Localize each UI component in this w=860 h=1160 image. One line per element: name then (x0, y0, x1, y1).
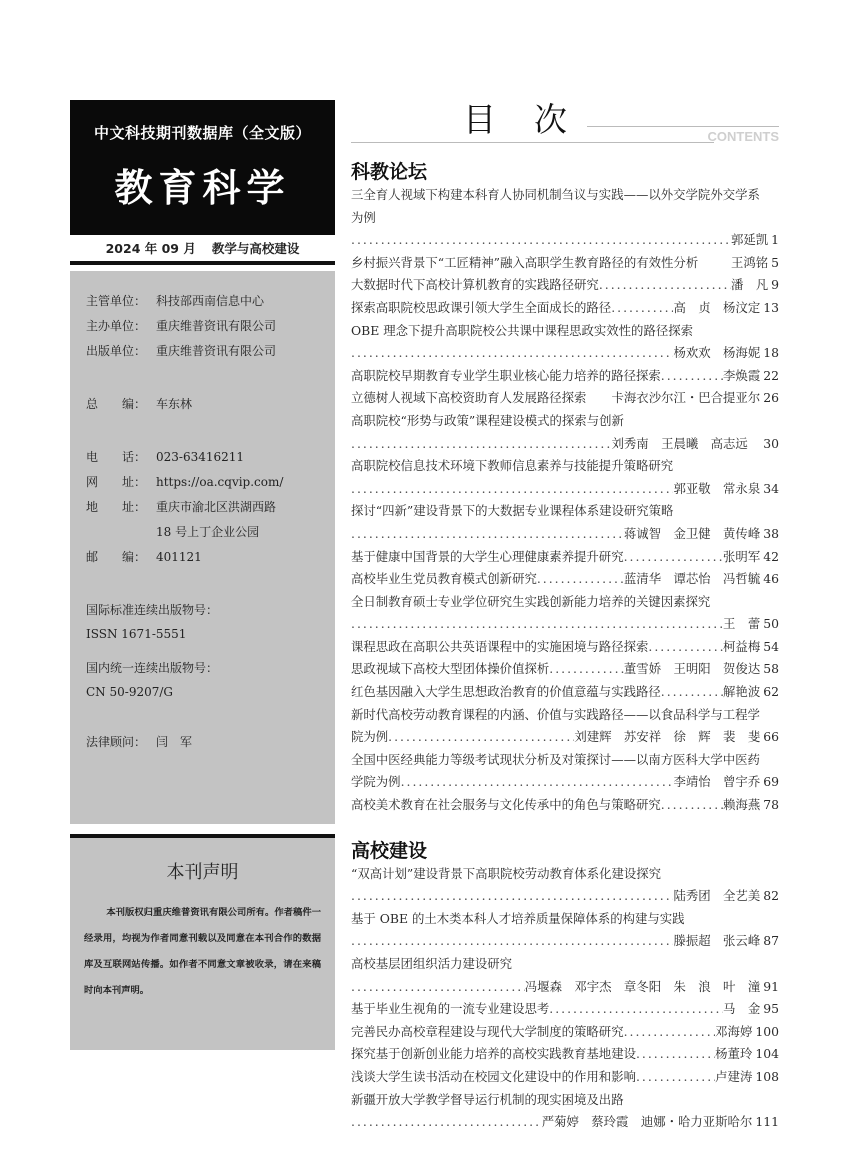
entry-authors: 杨欢欢 杨海妮 (673, 345, 761, 361)
entry-page: 111 (755, 1114, 779, 1130)
entry-page: 50 (763, 616, 779, 632)
entry-authors: 卡海衣沙尔江・巴合提亚尔 (611, 390, 761, 406)
entry-authors: 王鸿铭 (730, 254, 769, 270)
info-key: 出版单位： (86, 344, 147, 358)
dot-leader (351, 1111, 542, 1134)
entry-title: 探究基于创新创业能力培养的高校实践教育基地建设 (351, 1046, 636, 1062)
entry-title-line: OBE 理念下提升高职院校公共课中课程思政实效性的路径探索 (351, 322, 694, 338)
entry-title-line: 探讨“四新”建设背景下的大数据专业课程体系建设研究策略 (351, 503, 674, 519)
dot-leader (351, 613, 723, 636)
entry-line (351, 433, 779, 456)
entry-line (351, 523, 779, 546)
entry-page: 66 (763, 729, 779, 745)
info-value: 重庆维普资讯有限公司 (156, 344, 277, 358)
issue-theme: 教学与高校建设 (211, 241, 300, 256)
entry-line (351, 274, 779, 297)
toc-entry[interactable] (351, 794, 779, 817)
toc-entry[interactable] (351, 546, 779, 569)
entry-line (351, 229, 779, 252)
entry-line (351, 794, 779, 817)
dot-leader (661, 365, 723, 388)
entry-title-line: “双高计划”建设背景下高职院校劳动教育体系化建设探究 (351, 865, 662, 881)
info-row-editor (86, 394, 319, 414)
entry-authors: 董雪娇 王明阳 贺俊达 (623, 661, 761, 677)
entry-page: 82 (763, 888, 779, 904)
dot-leader (388, 726, 574, 749)
entry-authors: 赖海燕 (723, 797, 761, 813)
entry-page: 42 (763, 548, 779, 564)
info-value: 18 号上丁企业公园 (156, 525, 260, 539)
publication-info-panel (70, 271, 335, 824)
info-row (86, 316, 319, 336)
entry-line (351, 681, 779, 704)
dot-leader (661, 794, 723, 817)
entry-title-line: 全日制教育硕士专业学位研究生实践创新能力培养的关键因素探究 (351, 593, 711, 609)
database-name: 中文科技期刊数据库（全文版） (93, 124, 311, 142)
entry-authors: 李焕霞 (723, 367, 761, 383)
issn-value: ISSN 1671-5551 (86, 627, 187, 641)
copyright-notice (70, 834, 335, 1050)
dot-leader (599, 274, 731, 297)
toc-entry[interactable] (351, 1089, 779, 1134)
info-row (86, 291, 319, 311)
notice-text: 本刊版权归重庆维普资讯有限公司所有。作者稿件一经录用，均视为作者同意刊载以及同意在本刊合作的数据库及互联网站传播。如作者不同意文章被收录，请在来稿时向本刊声明。 (84, 907, 321, 996)
toc-entry[interactable] (351, 387, 779, 410)
info-key: 主办单位： (86, 319, 147, 333)
dot-leader (549, 658, 624, 681)
notice-title: 本刊声明 (166, 862, 239, 883)
entry-authors: 滕振超 张云峰 (673, 933, 761, 949)
entry-page: 87 (763, 933, 779, 949)
toc-entry[interactable] (351, 998, 779, 1021)
info-value: 重庆维普资讯有限公司 (156, 319, 277, 333)
issue-line (70, 235, 335, 265)
entry-title: 浅谈大学生读书活动在校园文化建设中的作用和影响 (351, 1068, 636, 1084)
entry-page: 5 (771, 254, 779, 270)
info-value: 车东林 (156, 397, 193, 411)
contents-header (351, 92, 779, 154)
toc-entry[interactable] (351, 455, 779, 500)
entry-authors: 解艳波 (723, 684, 761, 700)
entry-title: 高校美术教育在社会服务与文化传承中的角色与策略研究 (351, 797, 661, 813)
journal-info-column (70, 100, 335, 1050)
entry-line (351, 771, 779, 794)
toc-entry[interactable] (351, 320, 779, 365)
toc-entry[interactable] (351, 591, 779, 636)
dot-leader (648, 636, 723, 659)
entry-page: 1 (771, 232, 779, 248)
entry-authors: 柯益梅 (723, 638, 761, 654)
dot-leader (636, 1066, 715, 1089)
entry-authors: 卢建涛 (715, 1068, 753, 1084)
entry-line (351, 546, 779, 569)
info-key: 电 话： (86, 450, 147, 464)
info-key: 地 址： (86, 500, 147, 514)
info-row (86, 497, 319, 517)
entry-line (351, 976, 779, 999)
dot-leader (624, 1021, 716, 1044)
entry-authors: 蒋诚智 金卫健 黄传峰 (623, 525, 761, 541)
entry-page: 100 (755, 1023, 779, 1039)
entry-page: 91 (763, 978, 779, 994)
entry-authors: 李靖怡 曾宇乔 (673, 774, 761, 790)
entry-authors: 刘秀南 王晨曦 高志远 (611, 435, 761, 451)
entry-page: 26 (763, 390, 779, 406)
entry-title: 基于毕业生视角的一流专业建设思考 (351, 1001, 550, 1017)
dot-leader (624, 546, 723, 569)
section-heading: 科教论坛 (351, 161, 428, 183)
info-value: 闫 军 (156, 735, 193, 749)
entry-page: 34 (763, 480, 779, 496)
info-key: 主管单位： (86, 294, 147, 308)
entry-page: 108 (755, 1068, 779, 1084)
entry-title: 课程思政在高职公共英语课程中的实施困境与路径探索 (351, 638, 649, 654)
entry-line (351, 1111, 779, 1134)
dot-leader (351, 342, 673, 365)
entry-authors: 杨董玲 (715, 1046, 753, 1062)
toc-entry[interactable] (351, 410, 779, 455)
dot-leader (661, 681, 723, 704)
entry-authors: 陆秀团 全艺美 (673, 888, 761, 904)
entry-title: 院为例 (351, 729, 389, 745)
entry-authors: 马 金 (723, 1001, 761, 1017)
toc-entry[interactable] (351, 704, 779, 749)
entry-title-line: 高职院校信息技术环境下教师信息素养与技能提升策略研究 (351, 458, 674, 474)
entry-page: 13 (763, 299, 779, 315)
entry-line (351, 252, 779, 275)
info-key: 邮 编： (86, 550, 147, 564)
entry-page: 18 (763, 345, 779, 361)
entry-line (351, 387, 779, 410)
toc-entry[interactable] (351, 953, 779, 998)
entry-line (351, 342, 779, 365)
entry-title: 学院为例 (351, 774, 401, 790)
entry-authors: 王 蕾 (723, 616, 761, 632)
dot-leader (351, 478, 673, 501)
issue-date: 2024 年 09 月 (105, 241, 196, 256)
entry-page: 30 (763, 435, 779, 451)
info-row (86, 447, 319, 467)
entry-line (351, 297, 779, 320)
entry-title-line: 三全育人视域下构建本科育人协同机制刍议与实践——以外交学院外交学系 (351, 187, 760, 202)
entry-authors: 刘建辉 苏安祥 徐 辉 裴 斐 (574, 729, 761, 745)
issn-label: 国际标准连续出版物号： (86, 603, 219, 617)
entry-page: 54 (763, 638, 779, 654)
entry-line (351, 998, 779, 1021)
entry-line (351, 1066, 779, 1089)
toc-entry[interactable] (351, 1043, 779, 1066)
info-row-legal (86, 732, 319, 752)
entry-line (351, 365, 779, 388)
entry-authors: 蓝清华 谭芯怡 冯哲毓 (623, 571, 761, 587)
info-key: 总 编： (86, 397, 147, 411)
entry-page: 69 (763, 774, 779, 790)
entry-authors: 严菊婷 蔡玲霞 迪娜・哈力亚斯哈尔 (541, 1114, 753, 1130)
entry-line (351, 1043, 779, 1066)
entry-page: 22 (763, 367, 779, 383)
dot-leader (611, 297, 673, 320)
dot-leader (351, 523, 624, 546)
table-of-contents (351, 92, 779, 1134)
divider (587, 126, 779, 127)
entry-title: 思政视域下高校大型团体操价值探析 (351, 661, 550, 677)
cn-label: 国内统一连续出版物号： (86, 661, 219, 675)
contents-title: 目次 (463, 100, 605, 139)
dot-leader (351, 930, 673, 953)
entry-page: 38 (763, 525, 779, 541)
entry-authors: 郭延凯 (730, 232, 769, 248)
entry-line (351, 636, 779, 659)
entry-page: 9 (771, 277, 779, 293)
entry-title: 完善民办高校章程建设与现代大学制度的策略研究 (351, 1023, 624, 1039)
section-heading: 高校建设 (351, 839, 428, 862)
contents-subtitle: CONTENTS (707, 129, 779, 144)
dot-leader (351, 885, 673, 908)
toc-entry[interactable] (351, 274, 779, 297)
entry-page: 46 (763, 571, 779, 587)
dot-leader (549, 998, 723, 1021)
toc-entry[interactable] (351, 636, 779, 659)
entry-authors: 张明军 (723, 548, 761, 564)
cn-value: CN 50-9207/G (86, 685, 173, 699)
entry-title-line: 高职院校“形势与政策”课程建设模式的探索与创新 (351, 412, 624, 428)
dot-leader (351, 976, 525, 999)
info-value: 401121 (156, 550, 202, 564)
toc-entry[interactable] (351, 908, 779, 953)
info-row (86, 522, 319, 542)
entry-line (351, 568, 779, 591)
info-key: 法律顾问： (86, 735, 147, 749)
entry-title: 乡村振兴背景下“工匠精神”融入高职学生教育路径的有效性分析 (351, 254, 699, 270)
entry-title: 立德树人视域下高校资助育人发展路径探索 (351, 390, 587, 406)
toc-entry[interactable] (351, 184, 779, 252)
entry-authors: 潘 凡 (730, 277, 769, 293)
entry-page: 58 (763, 661, 779, 677)
entry-page: 62 (763, 684, 779, 700)
entry-page: 95 (763, 1001, 779, 1017)
toc-entry[interactable] (351, 365, 779, 388)
entry-line (351, 613, 779, 636)
info-value: 023-63416211 (156, 450, 245, 464)
dot-leader (351, 229, 731, 252)
toc-entry[interactable] (351, 658, 779, 681)
entry-title: 高校毕业生党员教育模式创新研究 (351, 571, 537, 587)
journal-name: 教育科学 (114, 166, 291, 210)
dot-leader (636, 1043, 715, 1066)
journal-masthead (70, 100, 335, 235)
entry-authors: 郭亚敬 常永泉 (673, 480, 761, 496)
toc-entry[interactable] (351, 500, 779, 545)
entry-line (351, 930, 779, 953)
entry-title: 探索高职院校思政课引领大学生全面成长的路径 (351, 299, 612, 315)
toc-entry[interactable] (351, 568, 779, 591)
entry-line (351, 726, 779, 749)
entry-title: 高职院校早期教育专业学生职业核心能力培养的路径探索 (351, 367, 661, 383)
info-value: https://oa.cqvip.com/ (156, 475, 284, 489)
entry-line (351, 478, 779, 501)
entry-line (351, 658, 779, 681)
entry-title-line: 新疆开放大学教学督导运行机制的现实困境及出路 (351, 1091, 624, 1107)
info-value: 科技部西南信息中心 (156, 294, 265, 308)
toc-entry[interactable] (351, 749, 779, 794)
entry-authors: 邓海婷 (715, 1023, 753, 1039)
info-key (86, 522, 156, 542)
entry-title-line: 新时代高校劳动教育课程的内涵、价值与实践路径——以食品科学与工程学 (351, 706, 760, 722)
entry-line (351, 885, 779, 908)
entry-title: 大数据时代下高校计算机教育的实践路径研究 (351, 277, 599, 293)
toc-entry[interactable] (351, 863, 779, 908)
entry-title-line: 高校基层团组织活力建设研究 (351, 956, 513, 971)
entry-page: 104 (755, 1046, 779, 1062)
toc-entry[interactable] (351, 1066, 779, 1089)
info-value: 重庆市渝北区洪湖西路 (156, 500, 277, 514)
entry-line (351, 1021, 779, 1044)
info-row (86, 341, 319, 361)
toc-entry[interactable] (351, 1021, 779, 1044)
dot-leader (401, 771, 674, 794)
dot-leader (537, 568, 624, 591)
entry-title: 基于健康中国背景的大学生心理健康素养提升研究 (351, 548, 624, 564)
info-key: 网 址： (86, 475, 147, 489)
entry-title-line: 基于 OBE 的土木类本科人才培养质量保障体系的构建与实践 (351, 910, 685, 926)
info-row (86, 547, 319, 567)
entry-authors: 冯堰森 邓宇杰 章冬阳 朱 浪 叶 潼 (524, 978, 761, 994)
entry-page: 78 (763, 797, 779, 813)
toc-entry[interactable] (351, 252, 779, 275)
entry-authors: 高 贞 杨汶定 (673, 299, 761, 315)
toc-entry[interactable] (351, 681, 779, 704)
entry-title-line: 为例 (351, 209, 376, 225)
dot-leader (351, 433, 612, 456)
entry-title: 红色基因融入大学生思想政治教育的价值意蕴与实践路径 (351, 684, 661, 700)
divider (351, 142, 714, 143)
info-row (86, 472, 319, 492)
toc-entry[interactable] (351, 297, 779, 320)
entry-title-line: 全国中医经典能力等级考试现状分析及对策探讨——以南方医科大学中医药 (351, 751, 760, 767)
